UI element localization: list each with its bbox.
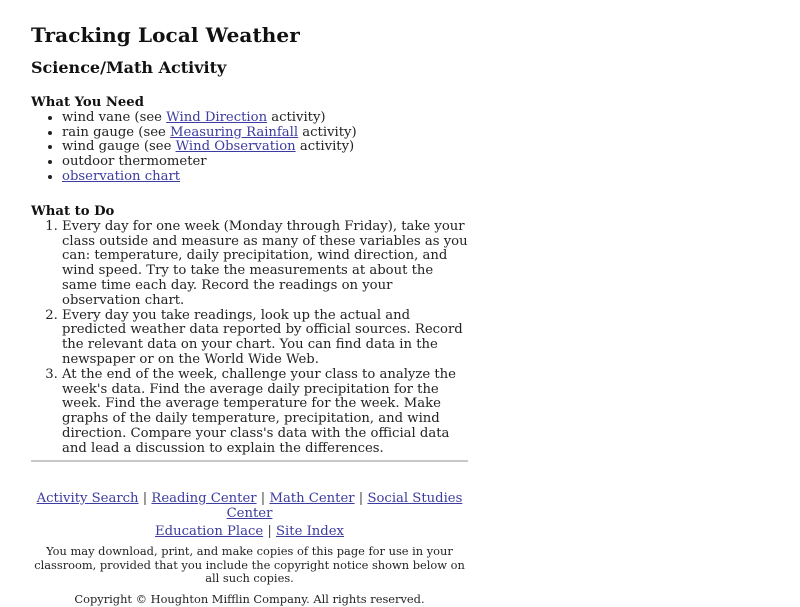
- separator: |: [142, 491, 148, 506]
- list-item: [62, 140, 468, 155]
- step-item: 3. At the end of the week, challenge your class to analyze the week's data. Find the average daily precipitation for the week. Find the average temperature for the week. Make graphs of the daily temperature, precipitation, and wind direction. Compare your class's data with the official data and lead a discussion to explain the differences.: [62, 368, 468, 457]
- site-index-link[interactable]: Site Index: [276, 523, 344, 539]
- item-text: activity): [298, 124, 357, 140]
- footer-nav-row-1: [31, 492, 468, 522]
- social-studies-center-link[interactable]: Social Studies Center: [226, 491, 463, 521]
- list-item: [62, 126, 468, 141]
- item-text: wind vane (see: [62, 109, 167, 125]
- what-to-do-section: [31, 205, 468, 457]
- footer-nav: [31, 492, 468, 539]
- wind-observation-link[interactable]: Wind Observation: [175, 139, 296, 155]
- list-item: [62, 170, 468, 185]
- materials-list: [31, 111, 468, 185]
- steps-list: [31, 220, 468, 457]
- observation-chart-link[interactable]: observation chart: [62, 168, 181, 184]
- reading-center-link[interactable]: Reading Center: [151, 491, 257, 506]
- copyright-notice: Copyright © Houghton Mifflin Company. All rights reserved.: [74, 592, 425, 606]
- item-text: outdoor thermometer: [62, 154, 207, 170]
- separator: |: [358, 491, 364, 506]
- item-text: wind gauge (see: [62, 139, 176, 155]
- measuring-rainfall-link[interactable]: Measuring Rainfall: [170, 124, 299, 140]
- what-you-need-heading: What You Need: [31, 95, 144, 110]
- divider: [31, 460, 468, 462]
- copy-permission-notice: You may download, print, and make copies of this page for use in your classroom, provided that you include the copyright notice shown below on all such copies.: [34, 544, 465, 585]
- separator: |: [260, 491, 266, 506]
- item-text: activity): [267, 109, 326, 125]
- item-text: activity): [295, 139, 355, 155]
- what-you-need-section: [31, 96, 468, 185]
- step-item: 1. Every day for one week (Monday through Friday), take your class outside and measure as many of these variables as you can: temperature, daily precipitation, wind direction, and wind speed. Try to take the measurements at about the same time each day. Record the readings on your observation chart.: [62, 220, 468, 309]
- education-place-link[interactable]: Education Place: [155, 523, 264, 539]
- separator: |: [267, 523, 272, 539]
- activity-search-link[interactable]: Activity Search: [36, 491, 139, 506]
- item-text: rain gauge (see: [62, 124, 171, 140]
- list-item: [62, 155, 468, 170]
- wind-direction-link[interactable]: Wind Direction: [166, 109, 268, 125]
- page-subtitle: Science/Math Activity: [31, 58, 227, 77]
- math-center-link[interactable]: Math Center: [269, 491, 355, 506]
- page-title: Tracking Local Weather: [31, 23, 300, 47]
- what-to-do-heading: What to Do: [31, 204, 115, 219]
- step-item: 2. Every day you take readings, look up the actual and predicted weather data reported by official sources. Record the relevant data on your chart. You can find data in the newspaper or on the World Wide Web.: [62, 309, 468, 368]
- list-item: [62, 111, 468, 126]
- footer-nav-row-2: [31, 525, 468, 540]
